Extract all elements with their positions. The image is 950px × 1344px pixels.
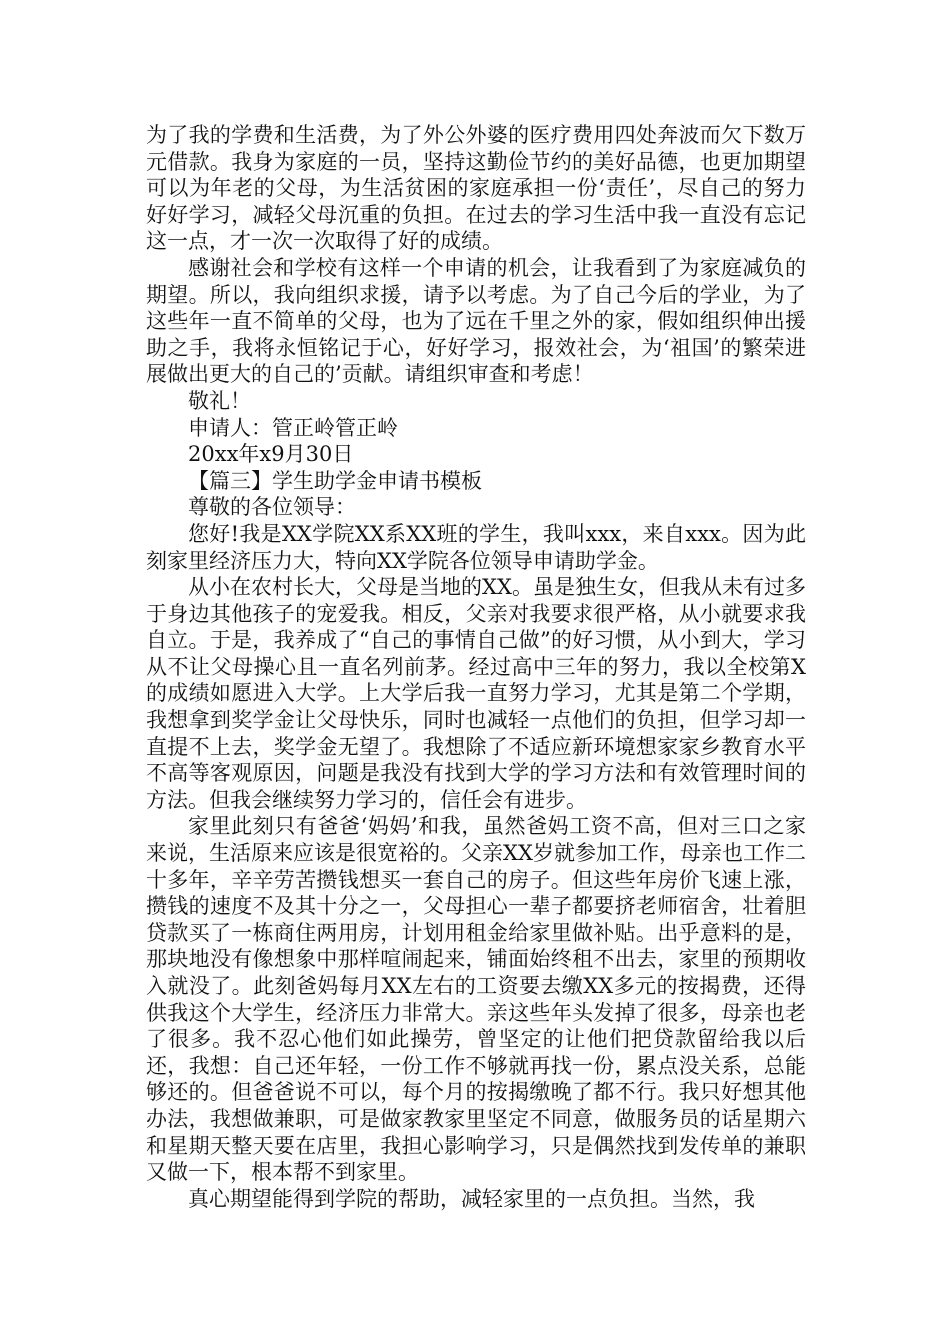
greeting: 尊敬的各位领导： <box>188 495 356 520</box>
paragraph-continuation: 为了我的学费和生活费，为了外公外婆的医疗费用四处奔波而欠下数万元借款。我身为家庭的一员，坚持这勤俭节约的美好品德，也更加期望可以为年老的父母，为生活贫困的家庭承担一份‘责任’，尽自己的努力好好学习，减轻父母沉重的负担。在过去的学习生活中我一直没有忘记这一点，才一次一次取得了好的成绩。 <box>146 123 806 254</box>
paragraph-background: 从小在农村长大，父母是当地的XX。虽是独生女，但我从未有过多于身边其他孩子的宠爱我。相反，父亲对我要求很严格，从小就要求我自立。于是，我养成了“自己的事情自己做”的好习惯，从小到大，学习从不让父母操心且一直名列前茅。经过高中三年的努力，我以全校第X的成绩如愿进入大学。上大学后我一直努力学习，尤其是第二个学期，我想拿到奖学金让父母快乐，同时也减轻一点他们的负担，但学习却一直提不上去，奖学金无望了。我想除了不适应新环境想家家乡教育水平不高等客观原因，问题是我没有找到大学的学习方法和有效管理时间的方法。但我会继续努力学习的，信任会有进步。 <box>146 575 806 812</box>
paragraph-hope: 真心期望能得到学院的帮助，减轻家里的一点负担。当然，我 <box>188 1186 755 1211</box>
paragraph-intro: 您好!我是XX学院XX系XX班的学生，我叫xxx，来自xxx。因为此刻家里经济压力大，特向XX学院各位领导申请助学金。 <box>146 521 806 573</box>
applicant-signature: 申请人：管正岭管正岭 <box>188 415 398 440</box>
section-heading: 【篇三】学生助学金申请书模板 <box>188 468 482 493</box>
paragraph-family: 家里此刻只有爸爸‘妈妈’和我，虽然爸妈工资不高，但对三口之家来说，生活原来应该是很宽裕的。父亲XX岁就参加工作，母亲也工作二十多年，辛辛劳苦攒钱想买一套自己的房子。但这些年房价飞速上涨，攒钱的速度不及其十分之一，父母担心一辈子都要挤老师宿舍，壮着胆贷款买了一栋商住两用房，计划用租金给家里做补贴。出乎意料的是，那块地没有像想象中那样喧闹起来，铺面始终租不出去，家里的预期收入就没了。此刻爸妈每月XX左右的工资要去缴XX多元的按揭费，还得供我这个大学生，经济压力非常大。亲这些年头发掉了很多，母亲也老了很多。我不忍心他们如此操劳，曾坚定的让他们把贷款留给我以后还，我想：自己还年轻，一份工作不够就再找一份，累点没关系，总能够还的。但爸爸说不可以，每个月的按揭缴晚了都不行。我只好想其他办法，我想做兼职，可是做家教家里坚定不同意，做服务员的话星期六和星期天整天要在店里，我担心影响学习，只是偶然找到发传单的兼职又做一下，根本帮不到家里。 <box>146 814 806 1185</box>
document-page <box>146 122 806 1212</box>
paragraph-thanks: 感谢社会和学校有这样一个申请的机会，让我看到了为家庭减负的期望。所以，我向组织求援，请予以考虑。为了自己今后的学业，为了这些年一直不简单的父母，也为了远在千里之外的家，假如组织伸出援助之手，我将永恒铭记于心，好好学习，报效社会，为‘祖国’的繁荣进展做出更大的自己的’贡献。请组织审查和考虑！ <box>146 255 806 387</box>
application-date: 20xx年x9月30日 <box>188 442 354 467</box>
salutation-closing: 敬礼！ <box>188 388 251 413</box>
